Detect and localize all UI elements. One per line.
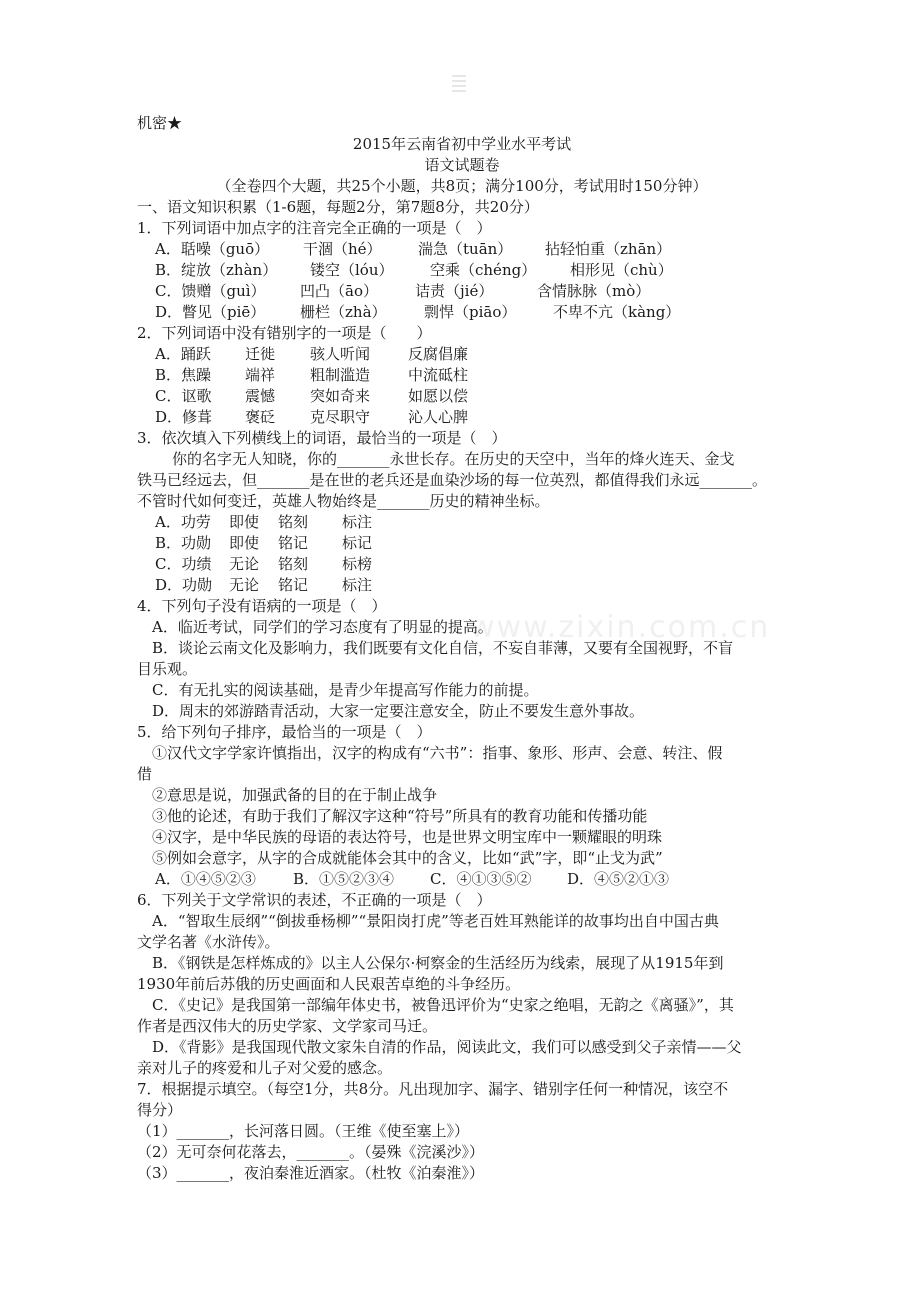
- exam-title: 2015年云南省初中学业水平考试: [352, 135, 572, 153]
- q1-b-4: 相形见（chù）: [570, 261, 673, 279]
- q2-a-3: 骇人听闻: [310, 345, 371, 363]
- q3-b-1: B．功勋: [155, 534, 212, 552]
- q2-d-3: 克尽职守: [310, 408, 371, 426]
- q6-option-d-1: D．《背影》是我国现代散文家朱自清的作品，阅读此文，我们可以感受到父子亲情——父: [152, 1038, 742, 1056]
- q4-option-c: C．有无扎实的阅读基础，是青少年提高写作能力的前提。: [152, 681, 539, 699]
- q3-d-1: D．功勋: [155, 576, 213, 594]
- q5-sentence-4: ④汉字，是中华民族的母语的表达符号，也是世界文明宝库中一颗耀眼的明珠: [152, 828, 663, 846]
- q4-option-b-1: B．谈论云南文化及影响力，我们既要有文化自信，不妄自菲薄，又要有全国视野，不盲: [152, 639, 734, 657]
- q5-option-a: A．①④⑤②③: [155, 870, 256, 888]
- q6-option-a-1: A．“智取生辰纲”“倒拔垂杨柳”“景阳岗打虎”等老百姓耳熟能详的故事均出自中国古典: [152, 912, 719, 930]
- q2-stem: 2．下列词语中没有错别字的一项是（ ）: [137, 324, 432, 342]
- q3-c-2: 无论: [229, 555, 260, 573]
- q7-stem-1: 7．根据提示填空。（每空1分，共8分。凡出现加字、漏字、错别字任何一种情况，该空不: [137, 1080, 729, 1098]
- q3-c-4: 标榜: [342, 555, 373, 573]
- q1-d-3: 剽悍（piāo）: [424, 303, 517, 321]
- q1-b-1: B．绽放（zhàn）: [155, 261, 278, 279]
- q1-c-3: 诘责（jié）: [415, 282, 494, 300]
- q2-a-2: 迁徙: [245, 345, 276, 363]
- q5-option-c: C．④①③⑤②: [430, 870, 532, 888]
- q4-option-d: D．周末的郊游踏青活动，大家一定要注意安全，防止不要发生意外事故。: [152, 702, 645, 720]
- q2-d-2: 褒砭: [245, 408, 276, 426]
- q2-a-4: 反腐倡廉: [408, 345, 469, 363]
- q2-a-1: A．踊跃: [155, 345, 211, 363]
- q3-a-4: 标注: [342, 513, 373, 531]
- secret-label: 机密★: [137, 114, 183, 132]
- q6-stem: 6．下列关于文学常识的表述，不正确的一项是（ ）: [137, 891, 492, 909]
- q6-option-d-2: 亲对儿子的疼爱和儿子对父爱的感念。: [137, 1059, 393, 1077]
- q2-b-4: 中流砥柱: [408, 366, 469, 384]
- q1-a-3: 湍急（tuān）: [418, 240, 513, 258]
- q1-a-4: 拈轻怕重（zhān）: [545, 240, 672, 258]
- q4-option-b-2: 目乐观。: [137, 660, 198, 678]
- q6-option-a-2: 文学名著《水浒传》。: [137, 933, 280, 951]
- q3-b-4: 标记: [342, 534, 373, 552]
- q1-a-1: A．聒噪（guō）: [155, 240, 270, 258]
- q1-d-2: 栅栏（zhà）: [300, 303, 387, 321]
- section-1-heading: 一、语文知识积累（1-6题，每题2分，第7题8分，共20分）: [137, 198, 539, 216]
- exam-note: （全卷四个大题，共25个小题，共8页；满分100分，考试用时150分钟）: [216, 177, 708, 195]
- q2-b-2: 端祥: [245, 366, 276, 384]
- q7-blank-1: （1）_______，长河落日圆。（王维《使至塞上》）: [137, 1122, 470, 1140]
- q5-stem: 5．给下列句子排序，最恰当的一项是（ ）: [137, 723, 432, 741]
- q4-stem: 4．下列句子没有语病的一项是（ ）: [137, 597, 387, 615]
- q3-passage-2: 铁马已经远去，但_______是在世的老兵还是血染沙场的每一位英烈，都值得我们永远_______。: [137, 471, 768, 489]
- q1-c-4: 含情脉脉（mò）: [537, 282, 651, 300]
- q3-a-1: A．功劳: [155, 513, 211, 531]
- q5-sentence-2: ②意思是说，加强武备的目的在于制止战争: [152, 786, 438, 804]
- q5-sentence-1a: ①汉代文字学家许慎指出，汉字的构成有“六书”：指事、象形、形声、会意、转注、假: [152, 744, 723, 762]
- q1-stem: 1．下列词语中加点字的注音完全正确的一项是（ ）: [137, 219, 492, 237]
- q4-option-a: A．临近考试，同学们的学习态度有了明显的提高。: [152, 618, 493, 636]
- q2-c-2: 震憾: [245, 387, 276, 405]
- q3-b-2: 即使: [229, 534, 260, 552]
- q2-c-3: 突如奇来: [310, 387, 371, 405]
- q5-sentence-5: ⑤例如会意字，从字的合成就能体会其中的含义，比如“武”字，即“止戈为武”: [152, 849, 663, 867]
- q2-c-4: 如愿以偿: [408, 387, 469, 405]
- q2-b-3: 粗制滥造: [310, 366, 371, 384]
- q6-option-b-1: B．《钢铁是怎样炼成的》以主人公保尔·柯察金的生活经历为线索，展现了从1915年到: [152, 954, 724, 972]
- q3-c-3: 铭刻: [278, 555, 309, 573]
- q1-d-4: 不卑不亢（kàng）: [553, 303, 681, 321]
- q5-sentence-3: ③他的论述，有助于我们了解汉字这种“符号”所具有的教育功能和传播功能: [152, 807, 648, 825]
- q5-option-d: D．④⑤②①③: [567, 870, 670, 888]
- q5-option-b: B．①⑤②③④: [293, 870, 395, 888]
- q3-c-1: C．功绩: [155, 555, 212, 573]
- q7-blank-2: （2）无可奈何花落去，_______。（晏殊《浣溪沙》）: [137, 1143, 485, 1161]
- q1-c-1: C．馈赠（guì）: [155, 282, 266, 300]
- q1-b-2: 镂空（lóu）: [310, 261, 394, 279]
- q3-b-3: 铭记: [278, 534, 309, 552]
- q3-stem: 3．依次填入下列横线上的词语，最恰当的一项是（ ）: [137, 429, 507, 447]
- q6-option-b-2: 1930年前后苏俄的历史画面和人民艰苦卓绝的斗争经历。: [137, 975, 521, 993]
- q2-d-1: D．修葺: [155, 408, 213, 426]
- top-watermark-mark: [452, 72, 466, 98]
- q7-blank-3: （3）_______，夜泊秦淮近酒家。（杜牧《泊秦淮》）: [137, 1164, 485, 1182]
- q1-d-1: D．瞥见（piē）: [155, 303, 266, 321]
- q6-option-c-2: 作者是西汉伟大的历史学家、文学家司马迁。: [137, 1017, 438, 1035]
- q3-d-3: 铭记: [278, 576, 309, 594]
- q7-stem-2: 得分）: [137, 1101, 183, 1119]
- q6-option-c-1: C．《史记》是我国第一部编年体史书，被鲁迅评价为“史家之绝唱，无韵之《离骚》”，其: [152, 996, 734, 1014]
- q3-passage-3: 不管时代如何变迁，英雄人物始终是_______历史的精神坐标。: [137, 492, 550, 510]
- q5-sentence-1b: 借: [137, 765, 153, 783]
- q3-a-3: 铭刻: [278, 513, 309, 531]
- q2-b-1: B．焦躁: [155, 366, 212, 384]
- q3-a-2: 即使: [229, 513, 260, 531]
- q3-passage-1: 你的名字无人知晓，你的_______永世长存。在历史的天空中，当年的烽火连天、金戈: [172, 450, 735, 468]
- watermark: www.zixin.com.cn: [470, 610, 771, 645]
- q1-a-2: 干涸（hé）: [303, 240, 382, 258]
- q1-b-3: 空乘（chéng）: [430, 261, 537, 279]
- exam-subtitle: 语文试题卷: [424, 156, 500, 174]
- q2-c-1: C．讴歌: [155, 387, 212, 405]
- q3-d-4: 标注: [342, 576, 373, 594]
- q1-c-2: 凹凸（āo）: [300, 282, 378, 300]
- q3-d-2: 无论: [229, 576, 260, 594]
- q2-d-4: 沁人心脾: [408, 408, 469, 426]
